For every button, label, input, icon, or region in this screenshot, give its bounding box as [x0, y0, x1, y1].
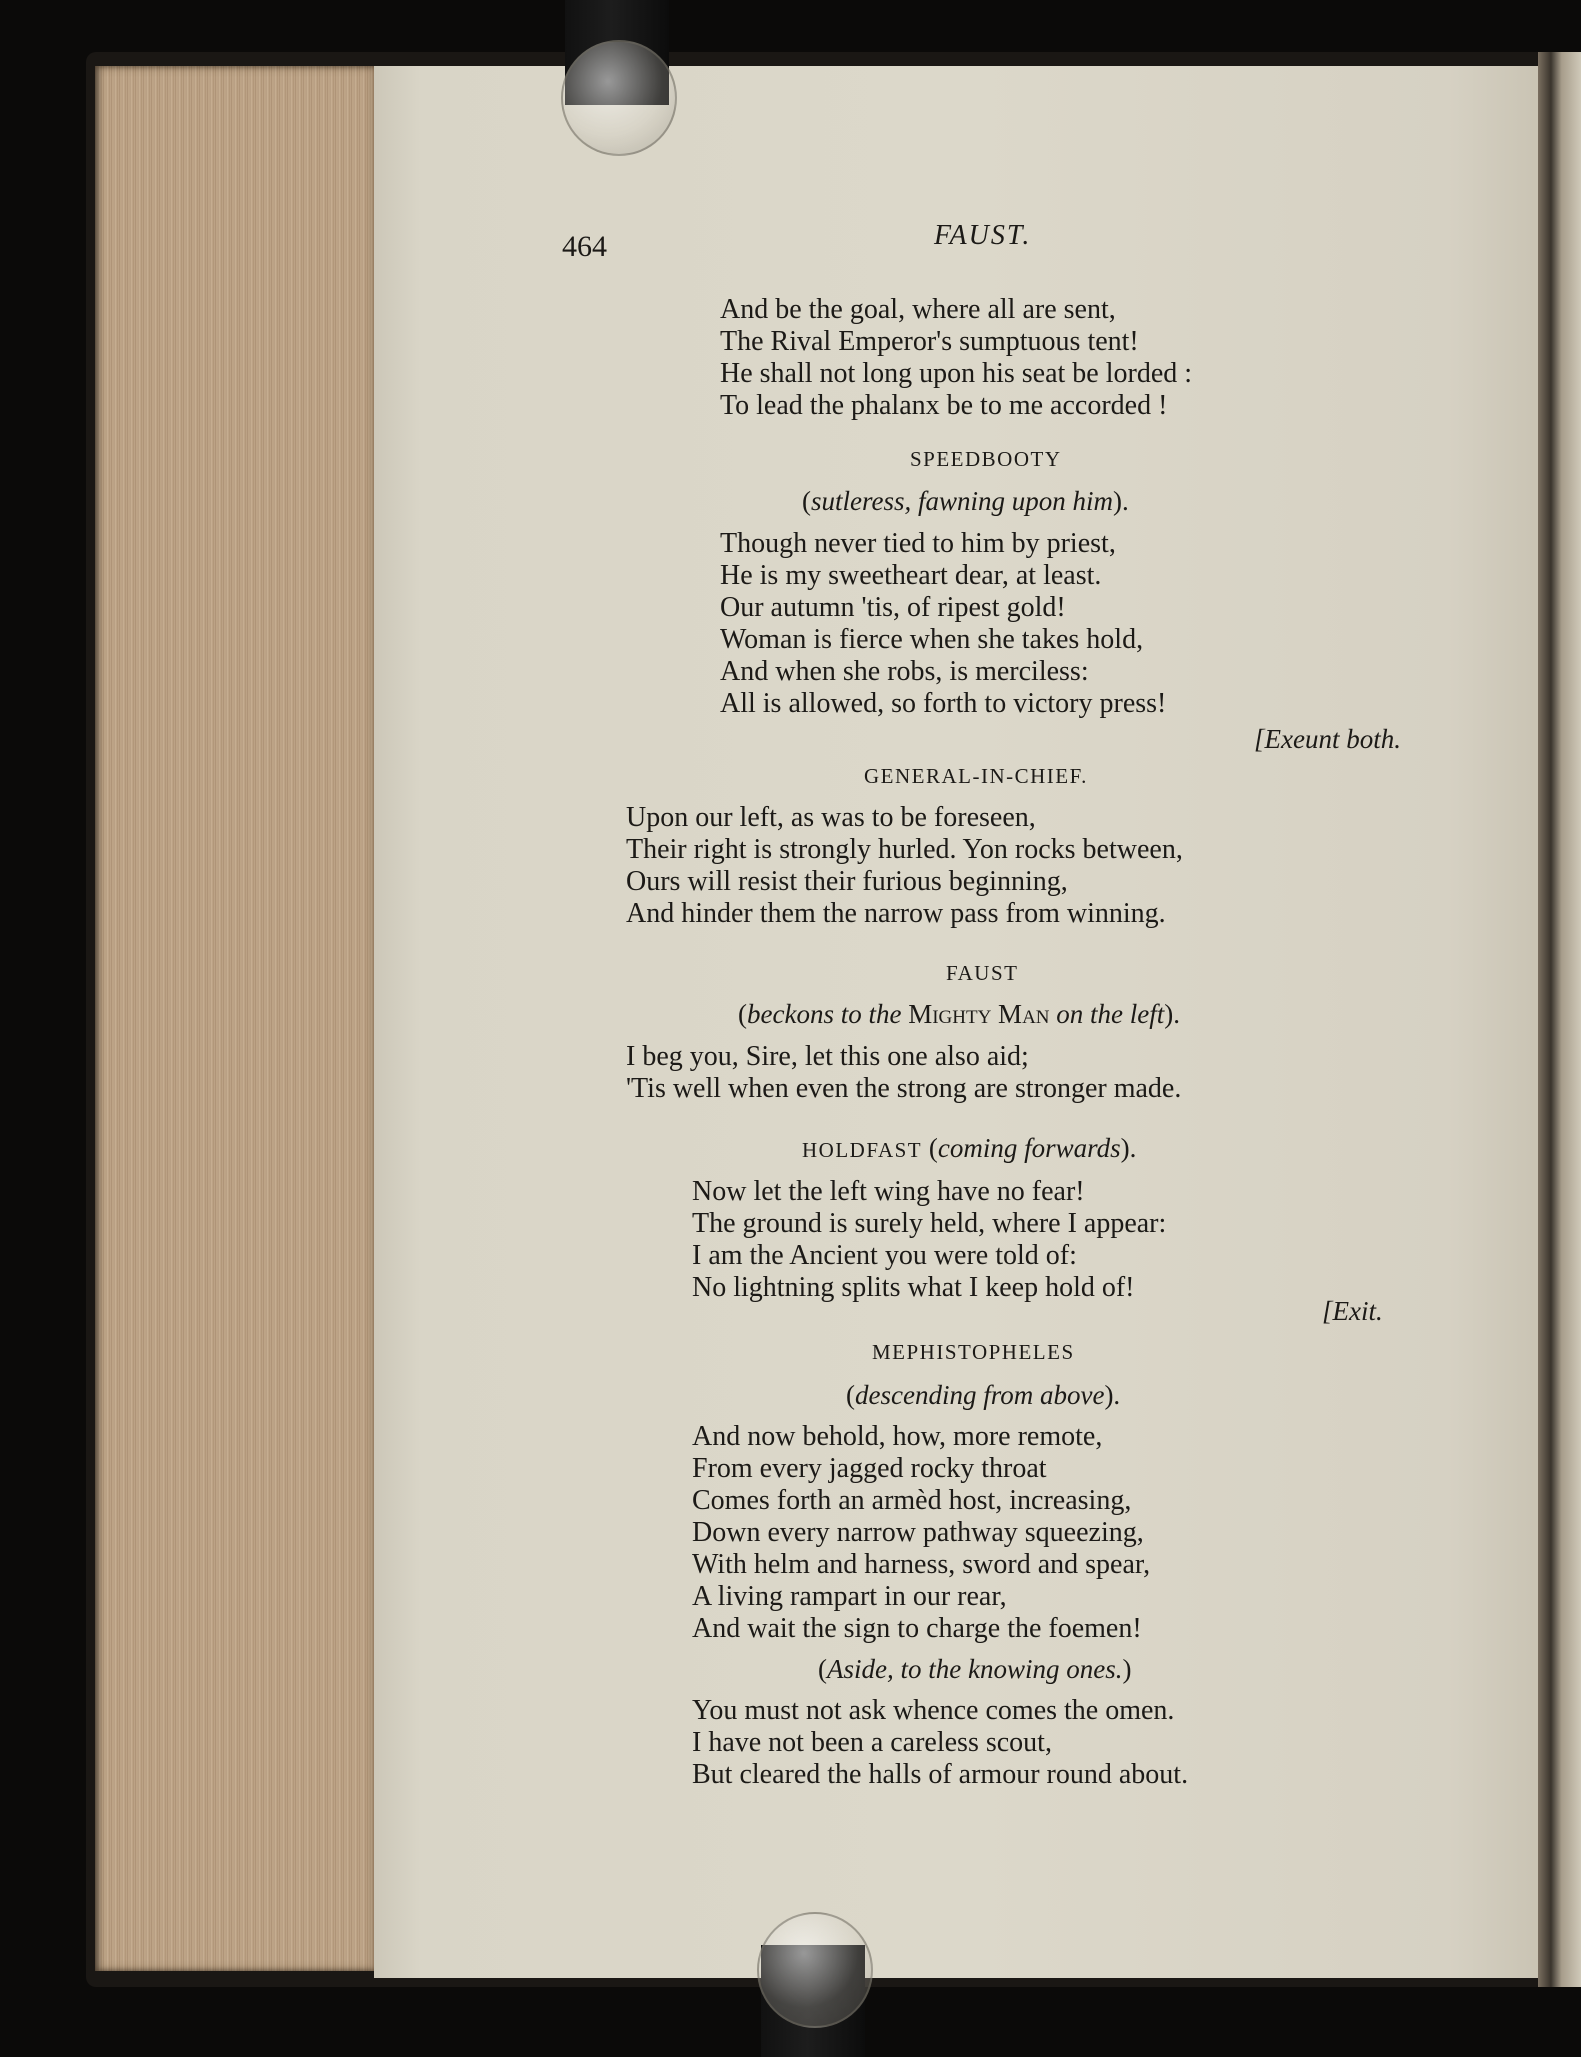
verse-line: Upon our left, as was to be foreseen,	[626, 802, 1036, 833]
verse-line: And be the goal, where all are sent,	[720, 294, 1116, 325]
clamp-weight-bottom	[757, 1912, 873, 2028]
speaker-speedbooty: SPEEDBOOTY	[910, 447, 1062, 471]
stage-direction: (beckons to the Mighty Man on the left).	[738, 999, 1180, 1029]
verse-line: And wait the sign to charge the foemen!	[692, 1613, 1142, 1644]
verse-line: No lightning splits what I keep hold of!	[692, 1272, 1135, 1303]
speaker-holdfast: HOLDFAST (coming forwards).	[802, 1133, 1137, 1163]
verse-line: He shall not long upon his seat be lorded :	[720, 358, 1193, 389]
verse-line: From every jagged rocky throat	[692, 1453, 1047, 1484]
verse-line: Though never tied to him by priest,	[720, 528, 1116, 559]
stage-direction: (descending from above).	[846, 1380, 1121, 1410]
verse-line: Ours will resist their furious beginning,	[626, 866, 1068, 897]
verse-line: I have not been a careless scout,	[692, 1727, 1052, 1758]
clamp-weight-top	[561, 40, 677, 156]
verse-line: Down every narrow pathway squeezing,	[692, 1517, 1144, 1548]
verse-line: To lead the phalanx be to me accorded !	[720, 390, 1168, 421]
verse-line: Now let the left wing have no fear!	[692, 1176, 1085, 1207]
verse-line: But cleared the halls of armour round about.	[692, 1759, 1189, 1790]
verse-line: 'Tis well when even the strong are stronger made.	[626, 1073, 1182, 1104]
page-edges	[95, 66, 380, 1971]
page-number: 464	[562, 230, 607, 263]
verse-line: He is my sweetheart dear, at least.	[720, 560, 1102, 591]
speaker-faust: FAUST	[946, 961, 1019, 985]
verse-line: Our autumn 'tis, of ripest gold!	[720, 592, 1066, 623]
verse-line: And now behold, how, more remote,	[692, 1421, 1103, 1452]
verse-line: With helm and harness, sword and spear,	[692, 1549, 1151, 1580]
verse-line: Comes forth an armèd host, increasing,	[692, 1485, 1132, 1516]
verse-line: A living rampart in our rear,	[692, 1581, 1007, 1612]
verse-line: I beg you, Sire, let this one also aid;	[626, 1041, 1029, 1072]
verse-line: You must not ask whence comes the omen.	[692, 1695, 1175, 1726]
speaker-mephistopheles: MEPHISTOPHELES	[872, 1340, 1075, 1364]
verse-line: Woman is fierce when she takes hold,	[720, 624, 1144, 655]
verse-line: I am the Ancient you were told of:	[692, 1240, 1077, 1271]
verse-line: Their right is strongly hurled. Yon rocks between,	[626, 834, 1183, 865]
exit-direction: [Exit.	[1322, 1296, 1383, 1326]
verse-line: And when she robs, is merciless:	[720, 656, 1089, 687]
verse-line: The Rival Emperor's sumptuous tent!	[720, 326, 1139, 357]
verse-line: The ground is surely held, where I appear:	[692, 1208, 1167, 1239]
speaker-general-in-chief: GENERAL-IN-CHIEF.	[864, 764, 1088, 788]
running-title: FAUST.	[934, 220, 1032, 251]
aside-direction: (Aside, to the knowing ones.)	[818, 1654, 1132, 1684]
stage-direction: (sutleress, fawning upon him).	[802, 486, 1129, 516]
verse-line: And hinder them the narrow pass from winning.	[626, 898, 1166, 929]
verse-line: All is allowed, so forth to victory press!	[720, 688, 1167, 719]
facing-page-edge	[1538, 52, 1581, 1987]
exit-direction: [Exeunt both.	[1254, 724, 1401, 754]
